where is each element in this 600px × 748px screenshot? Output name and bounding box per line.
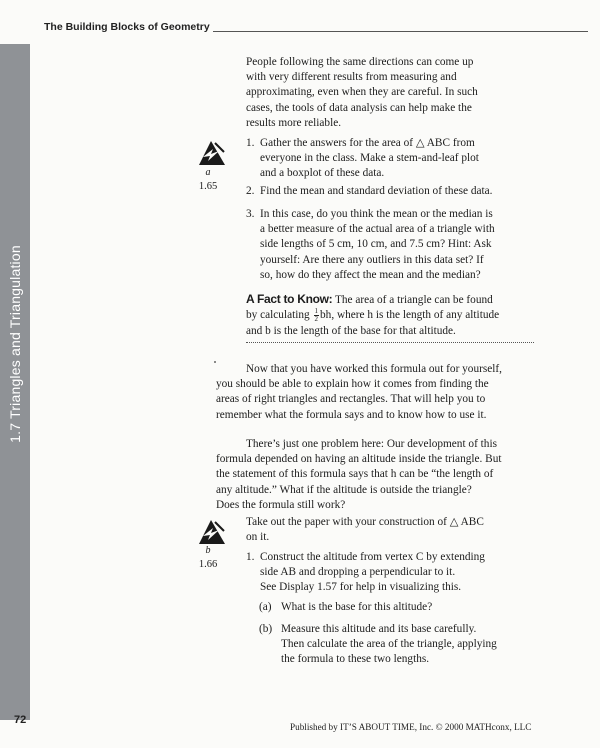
fraction-numerator: 1 [314,307,319,316]
fact-text: bh, where h is the length of any altitude [320,309,500,322]
item-line: side AB and dropping a perpendicular to it. [260,566,456,579]
intro-line: with very different results from measuring and [246,71,457,84]
one-half-fraction [314,308,320,323]
sub-item-line: What is the base for this altitude? [281,601,433,613]
sub-item-label: (a) [259,601,272,613]
section-side-tab [0,44,30,720]
item-line: Construct the altitude from vertex C by extending [260,551,485,563]
item-line: a better measure of the actual area of a triangle with [260,223,495,236]
intro-line: cases, the tools of data analysis can help make the [246,101,472,114]
fact-line [246,292,546,308]
intro-line: approximating, even when they are careful. In such [246,86,478,99]
item-line: yourself: Are there any outliers in this data set? If [260,253,484,266]
sub-item-line: Then calculate the area of the triangle, applying [281,638,497,651]
paragraph-line: areas of right triangles and rectangles. That will help you to [216,393,486,406]
header-rule [213,31,588,32]
paragraph-line: formula depended on having an altitude inside the triangle. But [216,453,502,466]
item-line: side lengths of 5 cm, 10 cm, and 7.5 cm? Hint: Ask [260,238,492,251]
body-paragraph [216,362,546,423]
intro-paragraph [246,55,546,131]
item-number: 3. [246,208,255,220]
body-paragraph [216,437,546,513]
item-line: Gather the answers for the area of △ ABC from [260,137,475,149]
running-header: The Building Blocks of Geometry [44,21,210,33]
exercise-intro [246,515,546,545]
lightning-pencil-icon [197,139,227,167]
fact-text: by calculating [246,309,313,322]
item-line: Find the mean and standard deviation of these data. [260,185,493,197]
exercise-letter: b [205,545,211,556]
fact-text: The area of a triangle can be found [332,294,493,306]
fact-line: and b is the length of the base for that altitude. [246,324,456,337]
sub-item-line: Measure this altitude and its base carefully. [281,623,477,635]
page-number: 72 [14,714,27,726]
intro-line: results more reliable. [246,116,342,129]
paragraph-line: Does the formula still work? [216,498,346,511]
exercise-number: 1.66 [198,559,218,570]
paragraph-line: remember what the formula says and to know how to use it. [216,408,487,421]
fact-to-know [246,292,546,339]
sub-item-label: (b) [259,623,273,635]
item-line: See Display 1.57 for help in visualizing this. [260,581,462,594]
paragraph-line: the statement of this formula says that h can be “the length of [216,468,494,481]
item-number: 1. [246,137,255,149]
fact-title: A Fact to Know: [246,292,333,306]
paragraph-line: Now that you have worked this formula out for yourself, [246,363,503,375]
paragraph-line: you should be able to explain how it comes from finding the [216,378,489,391]
fact-divider [246,342,534,343]
fact-line [246,308,546,323]
lightning-pencil-icon [197,518,227,546]
fraction-denominator: 2 [314,315,319,324]
item-number: 2. [246,185,255,197]
exercise-number: 1.65 [198,181,218,192]
item-line: and a boxplot of these data. [260,167,385,180]
paragraph-line: any altitude.” What if the altitude is outside the triangle? [216,483,472,496]
side-tab-label: 1.7 Triangles and Triangulation [7,245,23,443]
item-line: so, how do they affect the mean and the median? [260,268,481,281]
publisher-credit: Published by IT’S ABOUT TIME, Inc. © 2000 MATHconx, LLC [290,722,532,732]
item-number: 1. [246,551,255,563]
intro-line: People following the same directions can come up [246,56,474,68]
exercise-letter: a [205,167,211,178]
item-line: everyone in the class. Make a stem-and-leaf plot [260,152,479,165]
sub-item-line: the formula to these two lengths. [281,653,430,666]
paragraph-line: There’s just one problem here: Our development of this [246,438,497,450]
item-line: In this case, do you think the mean or the median is [260,208,493,220]
exercise-intro-line: on it. [246,531,270,544]
exercise-intro-line: Take out the paper with your construction of △ ABC [246,516,484,528]
